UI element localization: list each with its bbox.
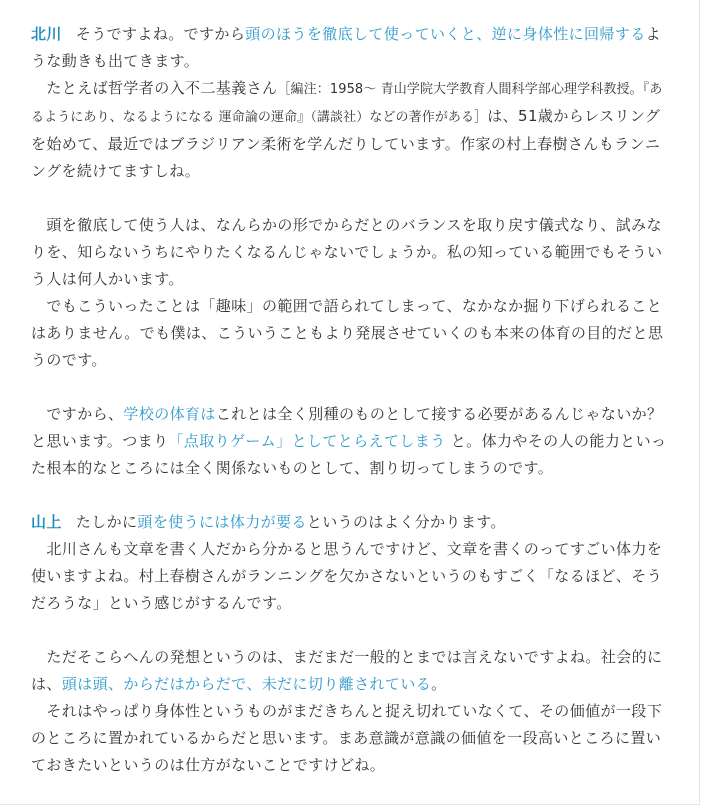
- text: ですから、: [46, 405, 124, 423]
- paragraph-yamagami-1: [31, 509, 671, 536]
- paragraph-example: [31, 75, 671, 185]
- text: そうですよね。ですから: [75, 25, 246, 43]
- paragraph-gap: [31, 482, 671, 509]
- text: と。体力やその人の能力といった根本的なところには全く関係ないものとして、割り切ってしまうのです。: [31, 432, 667, 477]
- paragraph-gap: [31, 374, 671, 401]
- speaker-name-kitagawa: 北川: [31, 25, 62, 43]
- editor-note: ［編注：1958〜 青山学院大学教育人間科学部心理学科教授。『あるようにあり、なるようになる 運命論の運命』（講談社）などの著作がある］: [31, 82, 663, 125]
- speaker-name-yamagami: 山上: [31, 513, 62, 531]
- paragraph-society: [31, 644, 671, 698]
- highlight-text: 頭を使うには体力が要る: [137, 513, 307, 531]
- text: は、51歳からレスリングを始めて、最近ではブラジリアン柔術を学んだりしています。作家の村上春樹さんもランニングを続けてますしね。: [31, 107, 661, 180]
- text: 北川さんも文章を書く人だから分かると思うんですけど、文章を書くのってすごい体力を使いますよね。村上春樹さんがランニングを欠かさないというのもすごく「なるほど、そうだろうな」という感じがするんです。: [31, 540, 663, 612]
- text: これとは全く別種のものとして接する必要があるんじゃないか？ と思います。つまり: [31, 405, 678, 450]
- highlight-text: 「点取りゲーム」としてとらえてしまう: [168, 432, 446, 450]
- paragraph-gap: [31, 617, 671, 644]
- paragraph-school-pe: [31, 401, 678, 482]
- text: 。: [431, 675, 447, 693]
- highlight-text: 頭のほうを徹底して使っていくと、逆に身体性に回帰する: [245, 25, 646, 43]
- paragraph-gap: [31, 185, 671, 212]
- text: というのはよく分かります。: [306, 513, 506, 531]
- text: ただそこらへんの発想というのは、まだまだ一般的とまでは言えないですよね。社会的には、: [31, 648, 663, 693]
- paragraph-writing: [31, 536, 671, 617]
- paragraph-value: [31, 698, 671, 779]
- text: たとえば哲学者の入不二基義さん: [46, 79, 278, 97]
- highlight-text: 学校の体育は: [123, 405, 216, 423]
- highlight-text: 頭は頭、からだはからだで、未だに切り離されている: [61, 675, 432, 693]
- text: ような動きも出てきます。: [31, 25, 662, 70]
- text: たしかに: [75, 513, 138, 531]
- article-body: [31, 21, 678, 779]
- paragraph-balance: [31, 212, 671, 293]
- text: でもこういったことは「趣味」の範囲で語られてしまって、なかなか掘り下げられることはありません。でも僕は、こういうこともより発展させていくのも本来の体育の目的だと思うのです。: [31, 297, 664, 369]
- text: 頭を徹底して使う人は、なんらかの形でからだとのバランスを取り戻す儀式なり、試みなりを、知らないうちにやりたくなるんじゃないでしょうか。私の知っている範囲でもそういう人は何人かいます。: [31, 216, 663, 288]
- text: それはやっぱり身体性というものがまだきちんと捉え切れていなくて、その価値が一段下のところに置かれているからだと思います。まあ意識が意識の価値を一段高いところに置いておきたいというのは仕方がないことですけどね。: [31, 702, 663, 774]
- paragraph-kitagawa-1: [31, 21, 671, 75]
- paragraph-hobby: [31, 293, 671, 374]
